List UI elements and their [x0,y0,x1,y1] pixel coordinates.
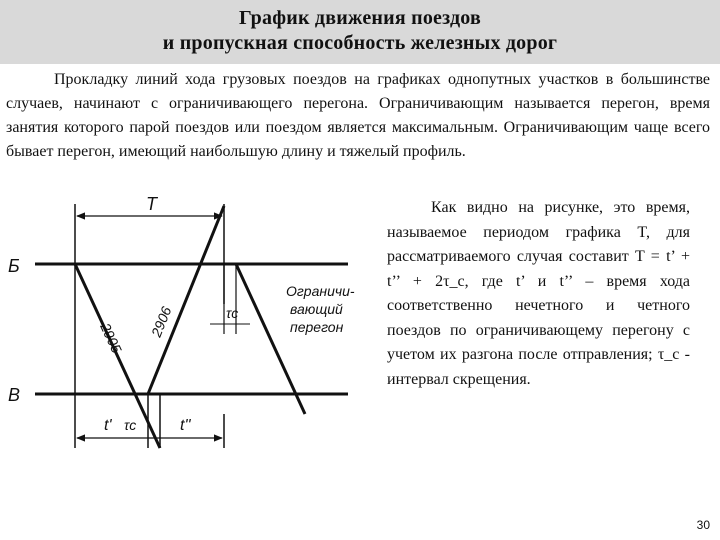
train-line-odd [75,264,160,448]
tau-label-bottom: τc [124,417,137,433]
station-label-top: Б [8,256,20,276]
t-prime-label: t' [104,417,112,434]
intro-paragraph [6,68,710,164]
page-title-line-1: График движения поездов [239,7,481,29]
page-number: 30 [696,518,710,532]
page-title-line-2: и пропускная способность железных дорог [162,32,558,54]
period-label: T [146,194,157,214]
station-label-bottom: В [8,385,21,405]
limiting-label-line-2: вающий [290,301,343,317]
train-label-odd: 2905 [97,320,125,356]
title-bar [0,0,720,64]
explanation-text: Как видно на рисунке, это время, называемое периодом графика T, для рассматриваемого случая составит T = t’ + t’’ + 2τ_c, где t’ и t’’ – время хода соответственно нечетного и четного поездов по ограничивающему перегону с учетом их разгона после отправления; τ_c - интервал скрещения. [387,199,690,388]
t-double-prime-label: t'' [180,417,191,434]
intro-text: Прокладку линий хода грузовых поездов на графиках однопутных участков в большинстве случаев, начинают с ограничивающего перегона. Ограничивающим называется перегон, время занятия которого парой поездов или поездом является максимальным. Ограничивающим чаще всего бывает перегон, имеющий наибольшую длину и тяжелый профиль. [6,71,710,160]
limiting-label-line-3: перегон [290,319,344,335]
train-schedule-diagram [0,186,380,456]
train-label-even: 2906 [147,304,175,340]
train-line-even [148,206,224,394]
limiting-label-line-1: Ограничи- [286,283,355,299]
explanation-paragraph [387,196,690,392]
tau-label-top: τc [226,305,239,321]
